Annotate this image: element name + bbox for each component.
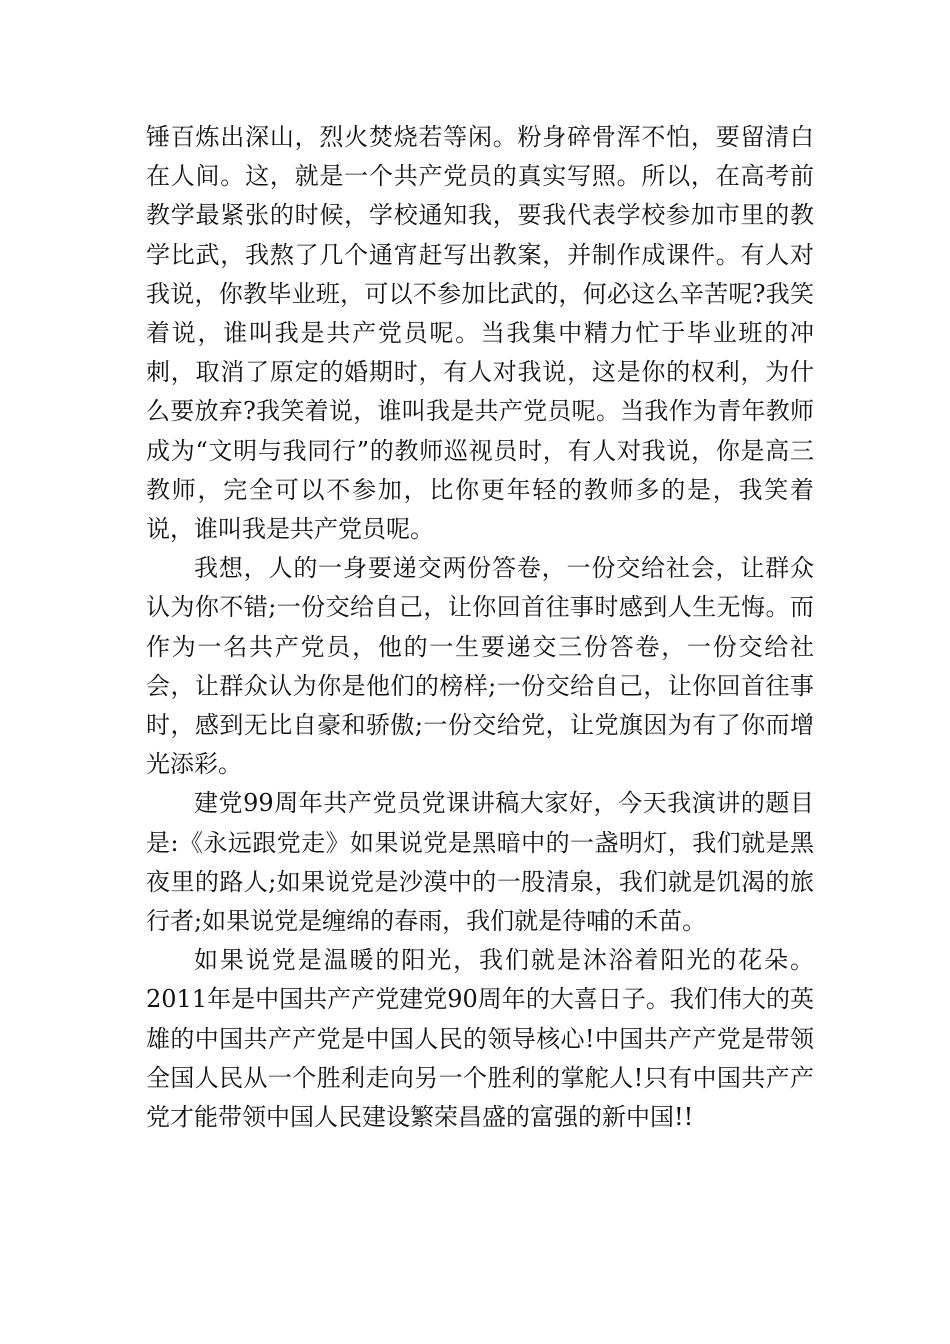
document-body [146, 118, 814, 1137]
paragraph-two-answers: 我想，人的一身要递交两份答卷，一份交给社会，让群众认为你不错;一份交给自己，让你回首往事时感到人生无悔。而作为一名共产党员，他的一生要递交三份答卷，一份交给社会，让群众认为你是他们的榜样;一份交给自己，让你回首往事时，感到无比自豪和骄傲;一份交给党，让党旗因为有了你而增光添彩。 [146, 554, 814, 779]
paragraph-speech-title: 建党99周年共产党员党课讲稿大家好，今天我演讲的题目是:《永远跟党走》如果说党是黑暗中的一盏明灯，我们就是黑夜里的路人;如果说党是沙漠中的一股清泉，我们就是饥渴的旅行者;如果说党是缠绵的春雨，我们就是待哺的禾苗。 [146, 789, 814, 936]
paragraph-continuation: 锤百炼出深山，烈火焚烧若等闲。粉身碎骨浑不怕，要留清白在人间。这，就是一个共产党员的真实写照。所以，在高考前教学最紧张的时候，学校通知我，要我代表学校参加市里的教学比武，我熬了几个通宵赶写出教案，并制作成课件。有人对我说，你教毕业班，可以不参加比武的，何必这么辛苦呢?我笑着说，谁叫我是共产党员呢。当我集中精力忙于毕业班的冲刺，取消了原定的婚期时，有人对我说，这是你的权利，为什么要放弃?我笑着说，谁叫我是共产党员呢。当我作为青年教师成为“文明与我同行”的教师巡视员时，有人对我说，你是高三教师，完全可以不参加，比你更年轻的教师多的是，我笑着说，谁叫我是共产党员呢。 [146, 123, 814, 544]
paragraph-sunshine: 如果说党是温暖的阳光，我们就是沐浴着阳光的花朵。2011年是中国共产产党建党90周年的大喜日子。我们伟大的英雄的中国共产产党是中国人民的领导核心!中国共产产党是带领全国人民从一个胜利走向另一个胜利的掌舵人!只有中国共产产党才能带领中国人民建设繁荣昌盛的富强的新中国!! [146, 946, 814, 1132]
